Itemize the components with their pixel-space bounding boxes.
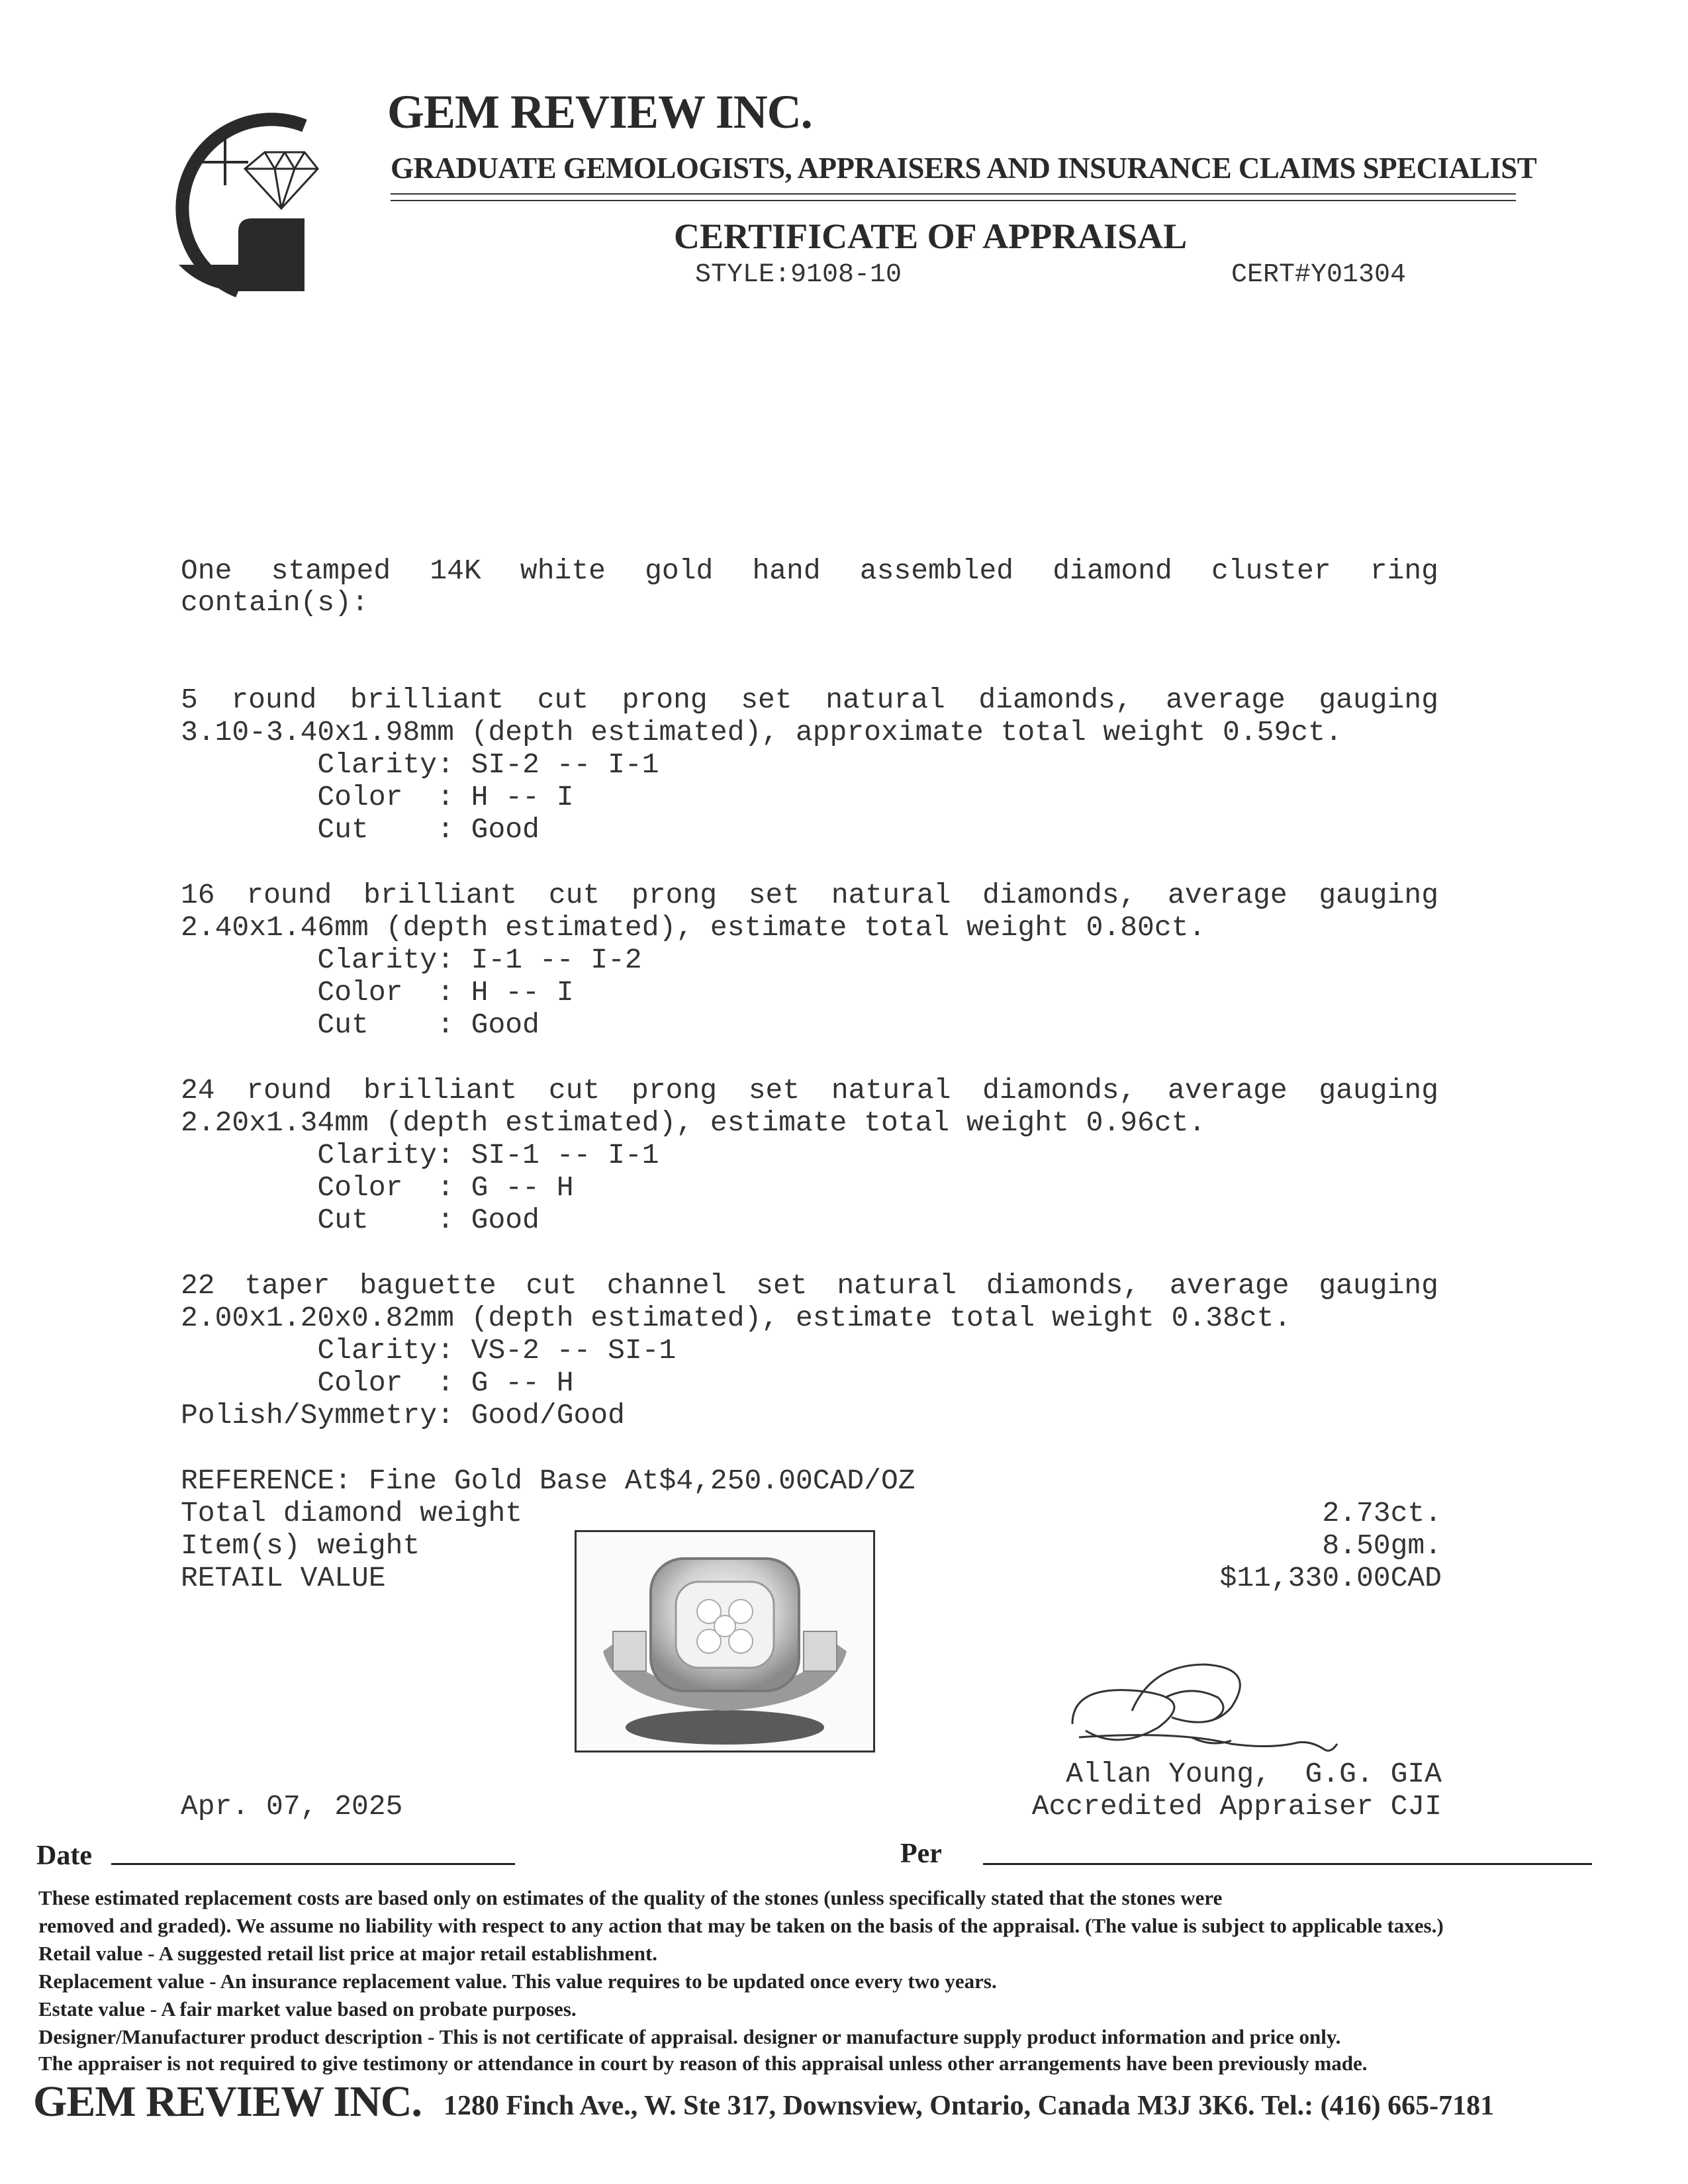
ring-photo [575, 1530, 875, 1752]
appraiser-signature [1059, 1645, 1377, 1777]
stone-group-2-color: Color : H -- I [181, 976, 574, 1009]
description-line-1: One stamped 14K white gold hand assembled diamond cluster ring [181, 555, 1438, 587]
company-tagline: GRADUATE GEMOLOGISTS, APPRAISERS AND INSURANCE CLAIMS SPECIALIST [391, 152, 1537, 185]
stone-group-3-cut: Cut : Good [181, 1204, 539, 1236]
disclaimer-line-7: The appraiser is not required to give testimony or attendance in court by reason of this appraisal unless other arrangements have been previously made. [38, 2052, 1368, 2075]
stone-group-3-line-1: 24 round brilliant cut prong set natural diamonds, average gauging [181, 1074, 1438, 1107]
appraiser-title: Accredited Appraiser CJI [1031, 1790, 1442, 1823]
stone-group-3-clarity: Clarity: SI-1 -- I-1 [181, 1139, 659, 1171]
total-weight-label: Total diamond weight [181, 1497, 523, 1529]
item-weight-value: 8.50gm. [1322, 1529, 1442, 1562]
disclaimer-line-5: Estate value - A fair market value based on probate purposes. [38, 1997, 577, 2021]
date-label: Date [36, 1841, 92, 1871]
header-rule-top [391, 193, 1516, 195]
stone-group-3-color: Color : G -- H [181, 1171, 574, 1204]
item-weight-label: Item(s) weight [181, 1529, 420, 1562]
disclaimer-line-6: Designer/Manufacturer product description - This is not certificate of appraisal. designer or manufacture supply product information and price only. [38, 2025, 1341, 2048]
header-rule-bottom [391, 200, 1516, 201]
stone-group-4-line-2: 2.00x1.20x0.82mm (depth estimated), estimate total weight 0.38ct. [181, 1302, 1291, 1334]
stone-group-4-polish: Polish/Symmetry: Good/Good [181, 1399, 625, 1432]
stone-group-2-cut: Cut : Good [181, 1009, 539, 1041]
stone-group-1-color: Color : H -- I [181, 781, 574, 813]
stone-group-1-line-1: 5 round brilliant cut prong set natural diamonds, average gauging [181, 684, 1438, 716]
stone-group-1-cut: Cut : Good [181, 813, 539, 846]
retail-value-amount: $11,330.00CAD [1219, 1562, 1442, 1594]
company-name: GEM REVIEW INC. [387, 85, 812, 138]
retail-value-label: RETAIL VALUE [181, 1562, 386, 1594]
disclaimer-line-2: removed and graded). We assume no liability with respect to any action that may be taken on the basis of the appraisal. (The value is subject to applicable taxes.) [38, 1914, 1444, 1937]
certificate-title: CERTIFICATE OF APPRAISAL [674, 216, 1188, 256]
style-number: STYLE:9108-10 [695, 260, 902, 290]
stone-group-4-line-1: 22 taper baguette cut channel set natural diamonds, average gauging [181, 1269, 1438, 1302]
per-label: Per [900, 1839, 942, 1869]
disclaimer-line-3: Retail value - A suggested retail list price at major retail establishment. [38, 1942, 658, 1965]
stone-group-2-line-1: 16 round brilliant cut prong set natural diamonds, average gauging [181, 879, 1438, 911]
stone-group-1-line-2: 3.10-3.40x1.98mm (depth estimated), approximate total weight 0.59ct. [181, 716, 1342, 749]
footer-address: 1280 Finch Ave., W. Ste 317, Downsview, Ontario, Canada M3J 3K6. Tel.: (416) 665-7181 [444, 2091, 1495, 2121]
disclaimer-line-1: These estimated replacement costs are based only on estimates of the quality of the stones (unless specifically stated that the stones were [38, 1886, 1223, 1909]
stone-group-4-clarity: Clarity: VS-2 -- SI-1 [181, 1334, 677, 1367]
diamond-icon [245, 152, 318, 208]
stone-group-2-line-2: 2.40x1.46mm (depth estimated), estimate total weight 0.80ct. [181, 911, 1206, 944]
stone-group-1-clarity: Clarity: SI-2 -- I-1 [181, 749, 659, 781]
per-line [983, 1863, 1592, 1865]
description-line-2: contain(s): [181, 586, 369, 619]
total-weight-value: 2.73ct. [1322, 1497, 1442, 1529]
stone-group-4-color: Color : G -- H [181, 1367, 574, 1399]
gem-review-logo [139, 99, 324, 298]
certificate-number: CERT#Y01304 [1231, 260, 1407, 290]
appraiser-name: Allan Young, G.G. GIA [1066, 1758, 1442, 1790]
stone-group-3-line-2: 2.20x1.34mm (depth estimated), estimate total weight 0.96ct. [181, 1107, 1206, 1139]
footer-company-name: GEM REVIEW INC. [33, 2077, 422, 2126]
date-line [111, 1863, 515, 1865]
appraisal-date: Apr. 07, 2025 [181, 1790, 403, 1823]
gold-reference: REFERENCE: Fine Gold Base At$4,250.00CAD/OZ [181, 1465, 915, 1497]
disclaimer-line-4: Replacement value - An insurance replacement value. This value requires to be updated once every two years. [38, 1970, 997, 1993]
stone-group-2-clarity: Clarity: I-1 -- I-2 [181, 944, 642, 976]
